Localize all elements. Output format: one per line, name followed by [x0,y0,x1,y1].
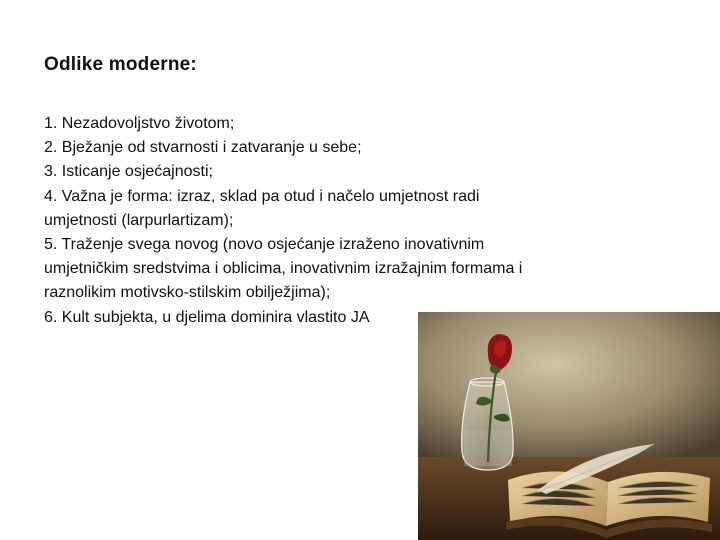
photo-illustration [418,312,720,540]
slide-title: Odlike moderne: [44,54,197,75]
list-item: 6. Kult subjekta, u djelima dominira vlastito JA [44,308,370,326]
rose-vase-book-photo [418,312,720,540]
list-item: 3. Isticanje osjećajnosti; [44,163,213,181]
features-list [44,112,544,330]
list-item: 2. Bježanje od stvarnosti i zatvaranje u sebe; [44,139,362,157]
list-item: 4. Važna je forma: izraz, sklad pa otud i načelo umjetnost radi umjetnosti (larpurlartizam); [44,187,480,229]
list-item: 5. Traženje svega novog (novo osjećanje izraženo inovativnim umjetničkim sredstvima i oblicima, inovativnim izražajnim formama i raznolikim motivsko-stilskim obilježjima); [44,236,523,302]
list-item: 1. Nezadovoljstvo životom; [44,115,235,132]
